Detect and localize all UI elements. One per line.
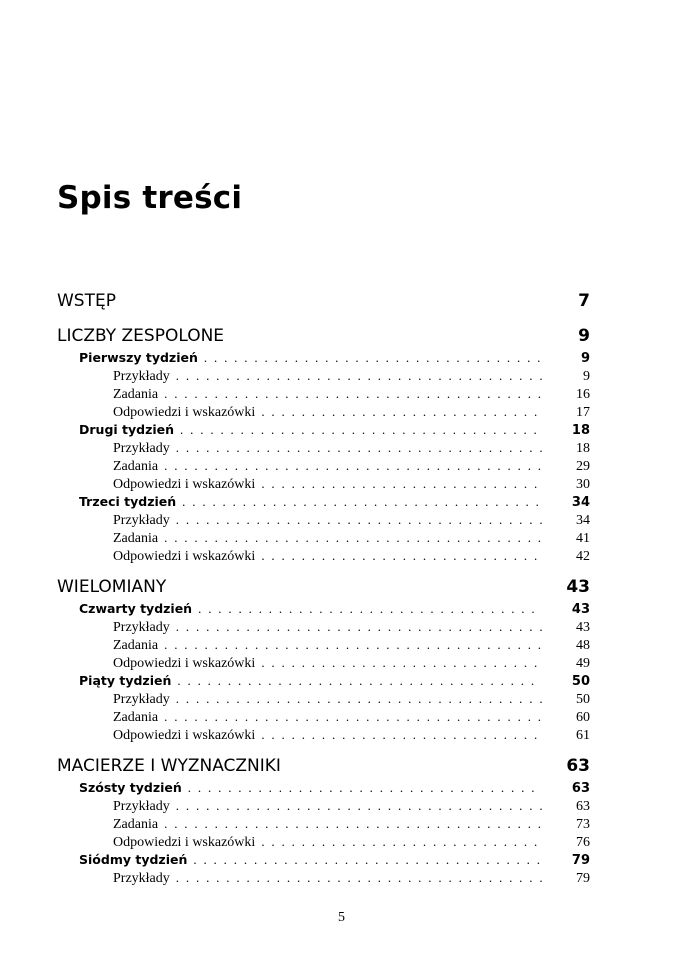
toc-subsection-title: Odpowiedzi i wskazówki [113,477,256,492]
toc-subsection-title: Zadania [113,817,159,832]
toc-subsection-title: Przykłady [113,620,170,635]
toc-subsection-title: Przykłady [113,871,170,886]
toc-subsection-page: 41 [576,531,590,546]
toc-subsection-title: Przykłady [113,369,170,384]
toc-section-title: Szósty tydzień [79,780,182,795]
toc-section-page: 50 [571,674,590,689]
toc-subsection[interactable] [57,654,590,672]
toc-subsection-title: Zadania [113,710,159,725]
toc-subsection[interactable] [57,869,590,887]
toc-section-title: Pierwszy tydzień [79,350,198,365]
toc-subsection-title: Przykłady [113,692,170,707]
toc-subsection-title: Przykłady [113,441,170,456]
toc-subsection[interactable] [57,385,590,403]
toc-section-title: Trzeci tydzień [79,494,177,509]
toc-leader-dots [255,547,542,565]
toc-leader-dots [158,529,542,547]
toc-section-title: Siódmy tydzień [79,852,188,867]
toc-subsection-title: Odpowiedzi i wskazówki [113,549,256,564]
toc-subsection-title: Odpowiedzi i wskazówki [113,656,256,671]
toc-subsection[interactable] [57,708,590,726]
toc-subsection[interactable] [57,815,590,833]
toc-chapter-title: MACIERZE I WYZNACZNIKI [57,756,281,776]
page-title: Spis treści [57,180,243,216]
toc-leader-dots [176,493,542,511]
toc-section-page: 18 [571,423,590,438]
toc-subsection-page: 61 [576,728,590,743]
toc-chapter-page: 63 [566,756,590,776]
toc-subsection[interactable] [57,457,590,475]
toc-subsection-title: Zadania [113,387,159,402]
toc-section-page: 79 [571,853,590,868]
toc-leader-dots [255,726,542,744]
toc-leader-dots [171,672,542,690]
toc-chapter[interactable] [57,288,590,314]
toc-leader-dots [158,457,542,475]
toc-leader-dots [170,618,542,636]
toc-leader-dots [170,690,542,708]
toc-leader-dots [255,475,542,493]
toc-subsection-title: Przykłady [113,513,170,528]
toc-chapter[interactable] [57,574,590,600]
toc-chapter-page: 43 [566,577,590,597]
toc-subsection-page: 29 [576,459,590,474]
toc-section[interactable] [57,600,590,618]
toc-subsection[interactable] [57,833,590,851]
toc-leader-dots [174,421,542,439]
toc-subsection-title: Przykłady [113,799,170,814]
toc-subsection-page: 63 [576,799,590,814]
toc-subsection[interactable] [57,797,590,815]
toc-subsection-title: Zadania [113,531,159,546]
toc-chapter-page: 9 [578,326,590,346]
toc-chapter[interactable] [57,323,590,349]
toc-section-page: 34 [571,495,590,510]
toc-subsection-page: 17 [576,405,590,420]
toc-subsection[interactable] [57,511,590,529]
toc-chapter-title: WSTĘP [57,291,116,311]
toc-subsection-page: 42 [576,549,590,564]
toc-leader-dots [255,654,542,672]
toc-subsection[interactable] [57,618,590,636]
toc-subsection-page: 50 [576,692,590,707]
toc-section-title: Czwarty tydzień [79,601,193,616]
toc-subsection[interactable] [57,439,590,457]
toc-subsection[interactable] [57,403,590,421]
toc-leader-dots [170,439,542,457]
toc-section-page: 9 [580,351,590,366]
toc-subsection[interactable] [57,690,590,708]
toc-section-title: Piąty tydzień [79,673,172,688]
toc-subsection-page: 73 [576,817,590,832]
toc-subsection-page: 30 [576,477,590,492]
toc-subsection-title: Odpowiedzi i wskazówki [113,835,256,850]
toc-leader-dots [255,833,542,851]
toc-subsection-page: 60 [576,710,590,725]
toc-subsection-page: 9 [583,369,590,384]
toc-subsection[interactable] [57,475,590,493]
toc-leader-dots [198,349,542,367]
toc-leader-dots [158,815,542,833]
toc-subsection[interactable] [57,547,590,565]
toc-section[interactable] [57,493,590,511]
toc-section[interactable] [57,779,590,797]
toc-subsection-page: 18 [576,441,590,456]
page-number: 5 [338,910,345,925]
toc-subsection-page: 16 [576,387,590,402]
toc-leader-dots [158,708,542,726]
toc-subsection[interactable] [57,529,590,547]
toc-leader-dots [158,636,542,654]
toc-section[interactable] [57,672,590,690]
toc-subsection-page: 49 [576,656,590,671]
table-of-contents [57,288,590,887]
toc-chapter-page: 7 [578,291,590,311]
toc-leader-dots [182,779,542,797]
toc-leader-dots [170,367,542,385]
toc-section-page: 63 [571,781,590,796]
toc-subsection-page: 48 [576,638,590,653]
toc-subsection-title: Zadania [113,638,159,653]
toc-chapter[interactable] [57,753,590,779]
toc-chapter-title: LICZBY ZESPOLONE [57,326,225,346]
toc-subsection[interactable] [57,636,590,654]
toc-leader-dots [170,797,542,815]
toc-subsection-page: 79 [576,871,590,886]
toc-subsection[interactable] [57,726,590,744]
toc-section[interactable] [57,349,590,367]
toc-leader-dots [192,600,542,618]
toc-subsection-page: 76 [576,835,590,850]
toc-subsection-title: Odpowiedzi i wskazówki [113,728,256,743]
toc-subsection-page: 34 [576,513,590,528]
toc-leader-dots [158,385,542,403]
toc-leader-dots [187,851,542,869]
toc-subsection[interactable] [57,367,590,385]
toc-section[interactable] [57,421,590,439]
toc-section[interactable] [57,851,590,869]
toc-subsection-title: Zadania [113,459,159,474]
toc-leader-dots [170,869,542,887]
toc-chapter-title: WIELOMIANY [57,577,167,597]
toc-leader-dots [170,511,542,529]
toc-leader-dots [255,403,542,421]
toc-subsection-page: 43 [576,620,590,635]
toc-subsection-title: Odpowiedzi i wskazówki [113,405,256,420]
toc-section-page: 43 [571,602,590,617]
toc-section-title: Drugi tydzień [79,422,175,437]
